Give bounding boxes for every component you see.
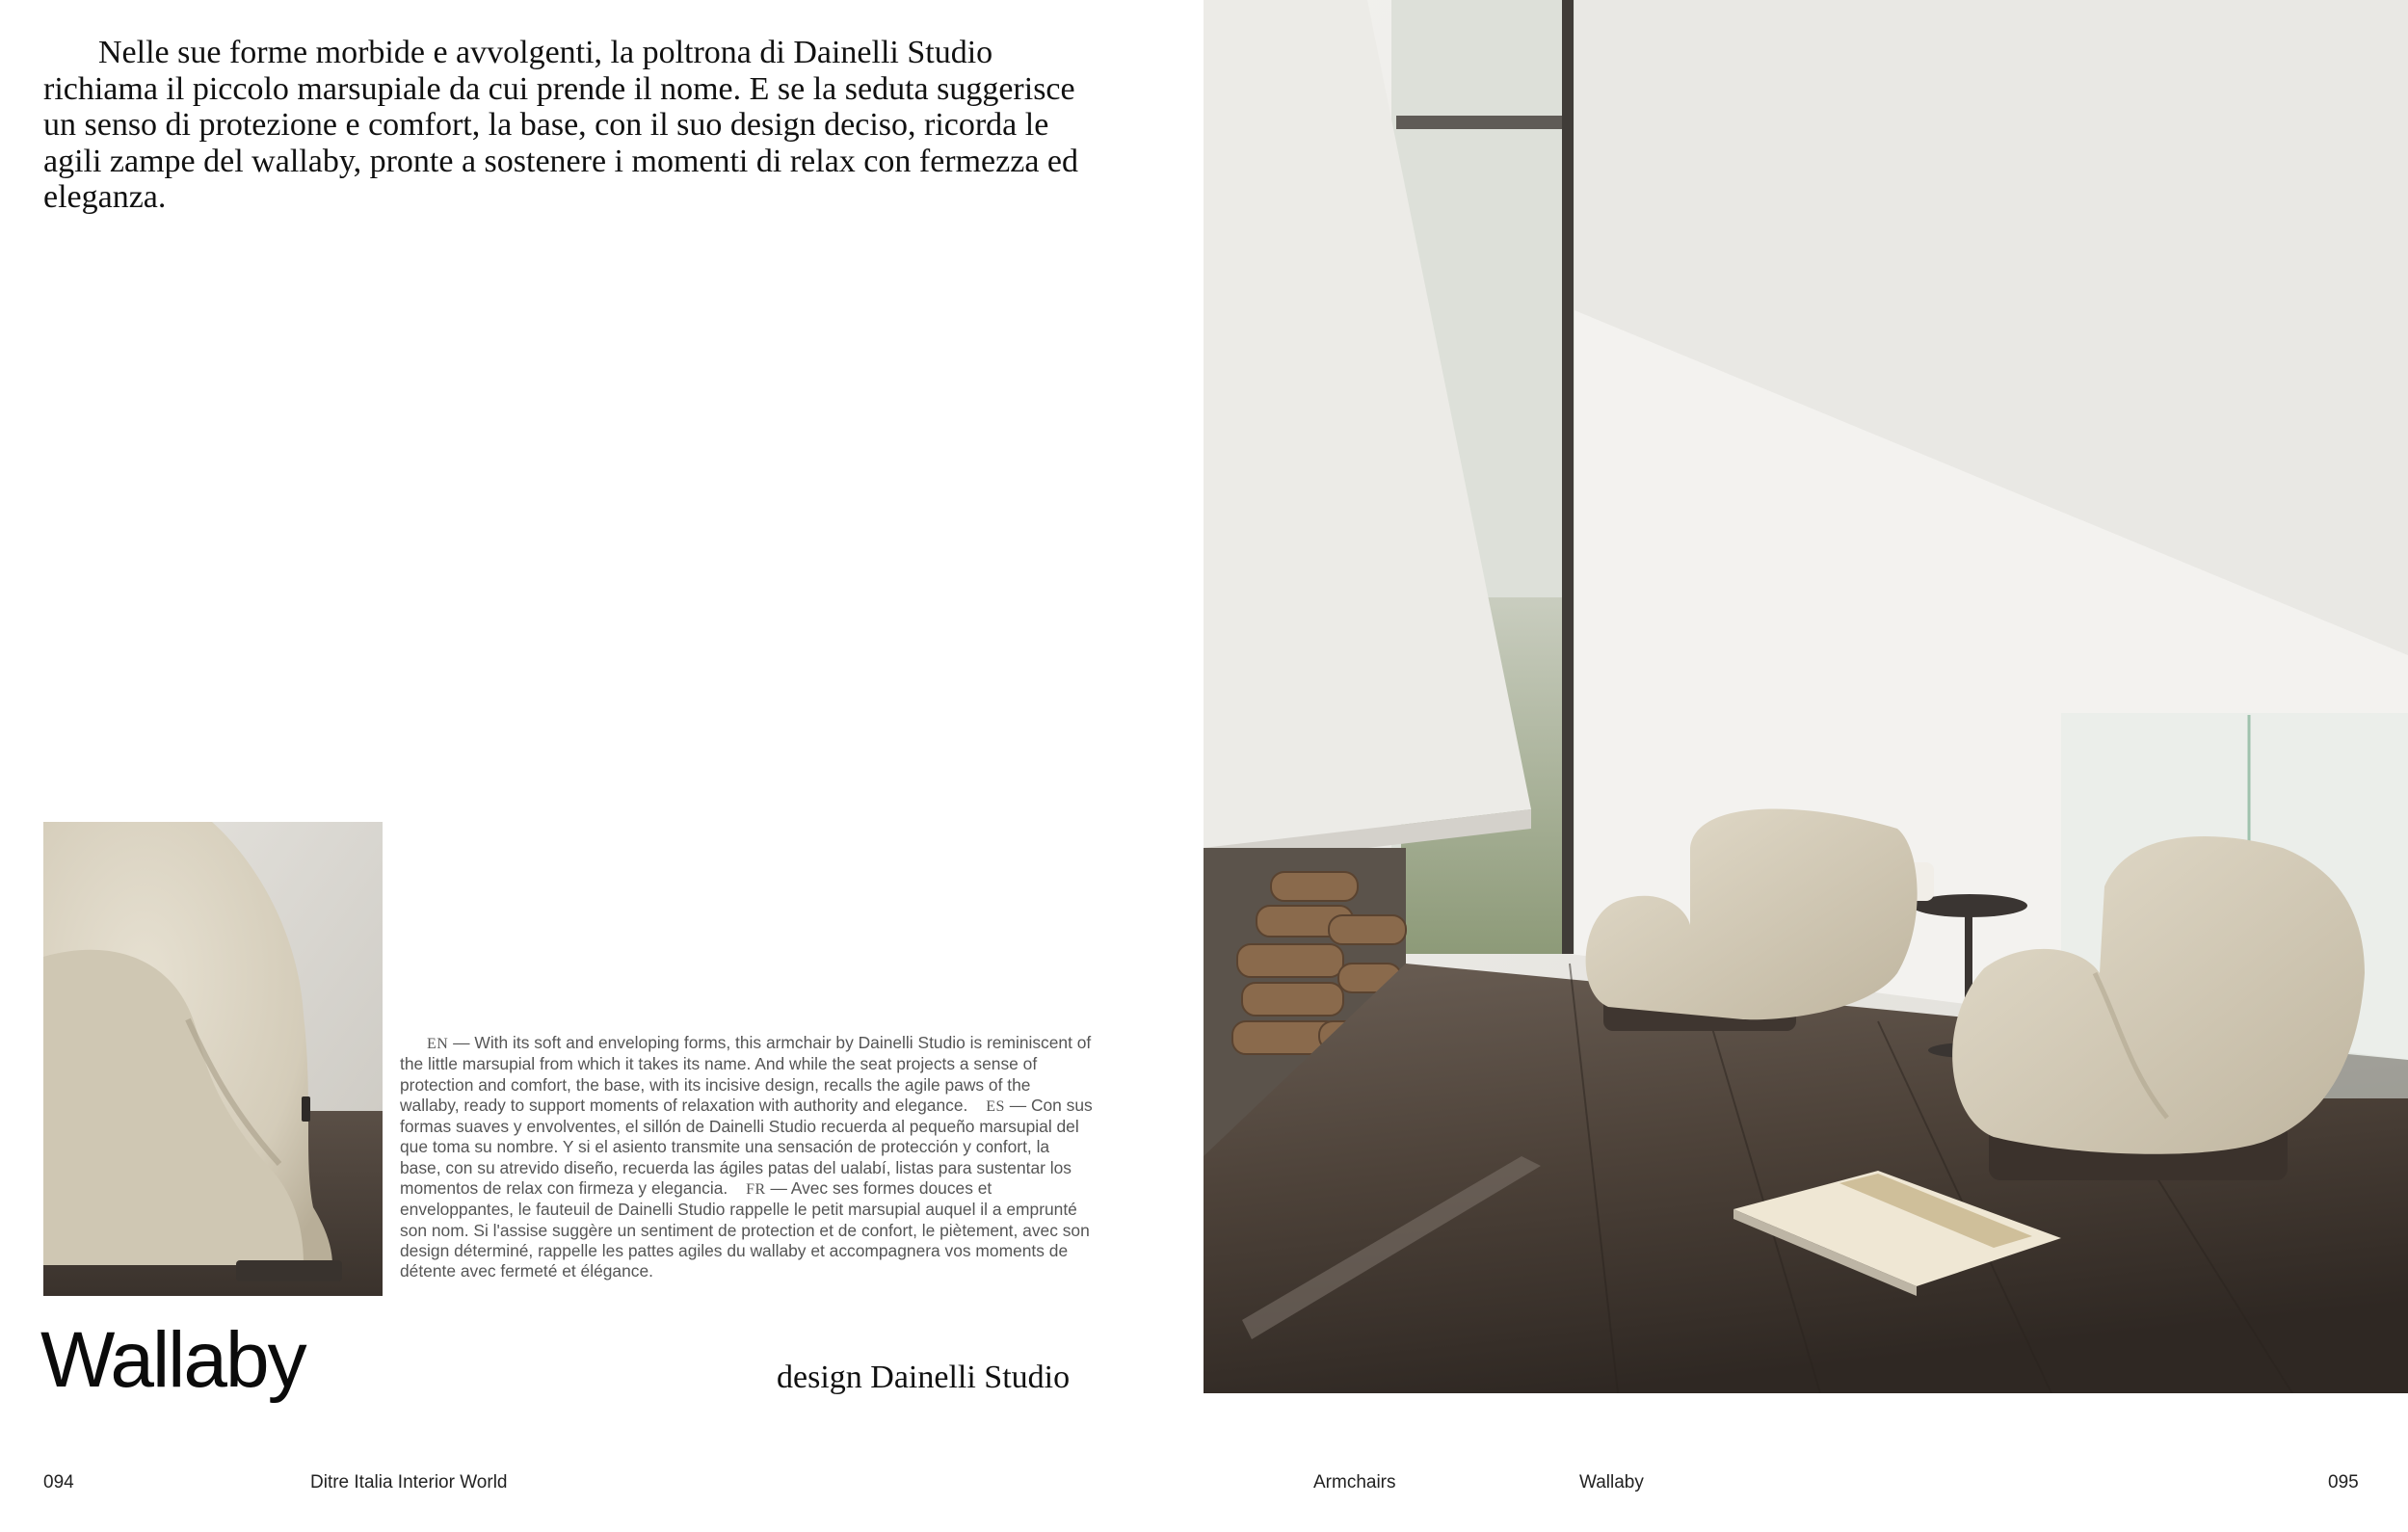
designer-credit: design Dainelli Studio xyxy=(777,1360,1071,1395)
section-name: Armchairs xyxy=(1313,1472,1396,1492)
intro-paragraph: Nelle sue forme morbide e avvolgenti, la poltrona di Dainelli Studio richiama il piccolo marsupiale da cui prende il nome. E se la seduta suggerisce un senso di protezione e comfort, la base, con il suo design deciso, ricorda le agili zampe del wallaby, pronte a sostenere i momenti di relax con fermezza ed eleganza. xyxy=(43,35,1079,215)
armchair-detail-photo xyxy=(43,822,383,1296)
dash-en: — xyxy=(453,1033,470,1052)
translation-en: With its soft and enveloping forms, this armchair by Dainelli Studio is reminiscent of the little marsupial from which it takes its name. And while the seat projects a sense of protection and comfort, the base, with its incisive design, recalls the agile paws of the wallaby, ready to support moments of relaxation with authority and elegance. xyxy=(400,1033,1092,1115)
dash-es: — xyxy=(1009,1095,1027,1115)
lang-code-en: EN xyxy=(427,1036,449,1052)
lang-code-es: ES xyxy=(986,1097,1005,1115)
page-number-left: 094 xyxy=(43,1472,74,1492)
translation-fr: Avec ses formes douces et enveloppantes, le fauteuil de Dainelli Studio rappelle le petit marsupial auquel il a emprunté son nom. Si l'assise suggère un sentiment de protection et de confort, le piètement, avec son design déterminé, rappelle les pattes agiles du wallaby et accompagnera vos moments de détente avec fermeté et élégance. xyxy=(400,1178,1090,1281)
page-number-right: 095 xyxy=(2328,1472,2359,1492)
translations-block xyxy=(400,1033,1094,1282)
product-title: Wallaby xyxy=(40,1316,305,1404)
lang-code-fr: FR xyxy=(746,1181,766,1199)
translation-es: Con sus formas suaves y envolventes, el sillón de Dainelli Studio recuerda al pequeño marsupial del que toma su nombre. Y si el asiento transmite una sensación de protección y confort, la base, con su atrevido diseño, recuerda las ágiles patas del ualabí, listas para sustentar los momentos de relax con firmeza y elegancia. xyxy=(400,1095,1093,1199)
dash-fr: — xyxy=(770,1178,787,1199)
publication-name: Ditre Italia Interior World xyxy=(310,1472,508,1492)
running-title: Wallaby xyxy=(1579,1472,1644,1492)
interior-scene-photo xyxy=(1204,0,2408,1393)
